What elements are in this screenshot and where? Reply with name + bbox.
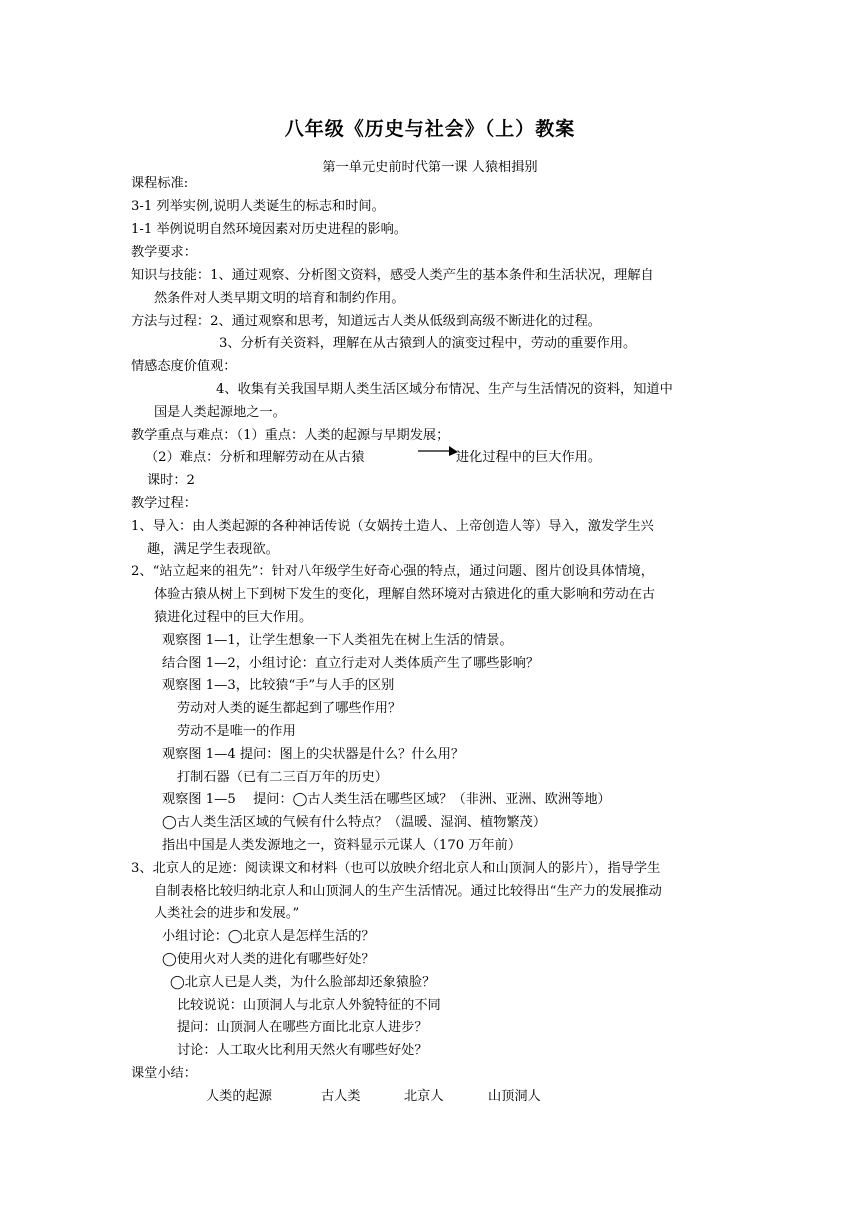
page-subtitle: 第一单元史前时代第一课 人猿相揖别 <box>322 160 538 175</box>
arrow-icon <box>418 444 460 458</box>
text-line: 人类社会的进步和发展。” <box>154 906 300 921</box>
text-line: 劳动不是唯一的作用 <box>177 724 296 739</box>
text-line: 劳动对人类的诞生都起到了哪些作用？ <box>177 701 402 716</box>
text-line: 观察图 1—1，让学生想象一下人类祖先在树上生活的情景。 <box>162 633 513 648</box>
text-line: 方法与过程：2、通过观察和思考，知道远古人类从低级到高级不断进化的过程。 <box>131 314 601 329</box>
text-line: 2、“站立起来的祖先”：针对八年级学生好奇心强的特点，通过问题、图片创设具体情境， <box>131 564 654 579</box>
summary-item: 古人类 <box>321 1089 361 1104</box>
text-line: 3-1 列举实例,说明人类诞生的标志和时间。 <box>131 199 385 214</box>
text-line: 观察图 1—3，比较猿“手”与人手的区别 <box>162 678 395 693</box>
text-line: 自制表格比较归纳北京人和山顶洞人的生产生活情况。通过比较得出“生产力的发展推动 <box>154 884 662 899</box>
text-line: 知识与技能：1、通过观察、分析图文资料，感受人类产生的基本条件和生活状况，理解自 <box>131 268 654 283</box>
text-line: 猿进化过程中的巨大作用。 <box>154 610 313 625</box>
text-line: 体验古猿从树上下到树下发生的变化，理解自然环境对古猿进化的重大影响和劳动在古 <box>154 587 656 602</box>
text-line: ◯北京人已是人类，为什么脸部却还象猿脸？ <box>170 975 436 990</box>
text-line: 4、收集有关我国早期人类生活区域分布情况、生产与生活情况的资料，知道中 <box>216 382 673 397</box>
text-line: 指出中国是人类发源地之一，资料显示元谋人（170 万年前） <box>162 838 522 853</box>
summary-item: 人类的起源 <box>206 1089 272 1104</box>
text-line: 趣，满足学生表现欲。 <box>147 542 279 557</box>
text-line: 提问：山顶洞人在哪些方面比北京人进步？ <box>177 1020 428 1035</box>
text-line: 课堂小结： <box>131 1066 197 1081</box>
summary-item: 北京人 <box>404 1089 444 1104</box>
text-line: 教学要求： <box>131 245 197 260</box>
text-line: 1-1 举例说明自然环境因素对历史进程的影响。 <box>131 222 407 237</box>
text-line: 然条件对人类早期文明的培育和制约作用。 <box>154 291 405 306</box>
text-line: 课时：2 <box>147 473 195 488</box>
text-line: 国是人类起源地之一。 <box>154 405 286 420</box>
text-line: ◯古人类生活区域的气候有什么特点？（温暖、湿润、植物繁茂） <box>162 815 547 830</box>
text-line: 1、导入：由人类起源的各种神话传说（女娲抟土造人、上帝创造人等）导入，激发学生兴 <box>131 519 654 534</box>
text-line: 观察图 1—4 提问：图上的尖状器是什么？什么用？ <box>162 747 465 762</box>
text-line: 情感态度价值观： <box>131 359 237 374</box>
text-line: 结合图 1—2，小组讨论：直立行走对人类体质产生了哪些影响？ <box>162 656 540 671</box>
text-line: 3、分析有关资料，理解在从古猿到人的演变过程中，劳动的重要作用。 <box>219 336 637 351</box>
page-title: 八年级《历史与社会》（上）教案 <box>284 118 576 140</box>
text-line: 3、北京人的足迹：阅读课文和材料（也可以放映介绍北京人和山顶洞人的影片），指导学生 <box>131 861 661 876</box>
text-line: 观察图 1—5 提问：◯古人类生活在哪些区域？（非洲、亚洲、欧洲等地） <box>162 792 611 807</box>
text-line: 进化过程中的巨大作用。 <box>456 450 602 465</box>
text-line: 教学重点与难点：（1）重点：人类的起源与早期发展； <box>131 428 450 443</box>
text-line: （2）难点：分析和理解劳动在从古猿 <box>145 450 365 465</box>
text-line: 课程标准: <box>131 176 189 191</box>
text-line: 打制石器（已有二三百万年的历史） <box>177 770 388 785</box>
text-line: 教学过程： <box>131 496 197 511</box>
summary-item: 山顶洞人 <box>488 1089 541 1104</box>
text-line: 比较说说：山顶洞人与北京人外貌特征的不同 <box>177 998 441 1013</box>
text-line: 小组讨论：◯北京人是怎样生活的？ <box>162 929 375 944</box>
text-line: 讨论：人工取火比利用天然火有哪些好处？ <box>177 1043 428 1058</box>
text-line: ◯使用火对人类的进化有哪些好处？ <box>162 952 375 967</box>
